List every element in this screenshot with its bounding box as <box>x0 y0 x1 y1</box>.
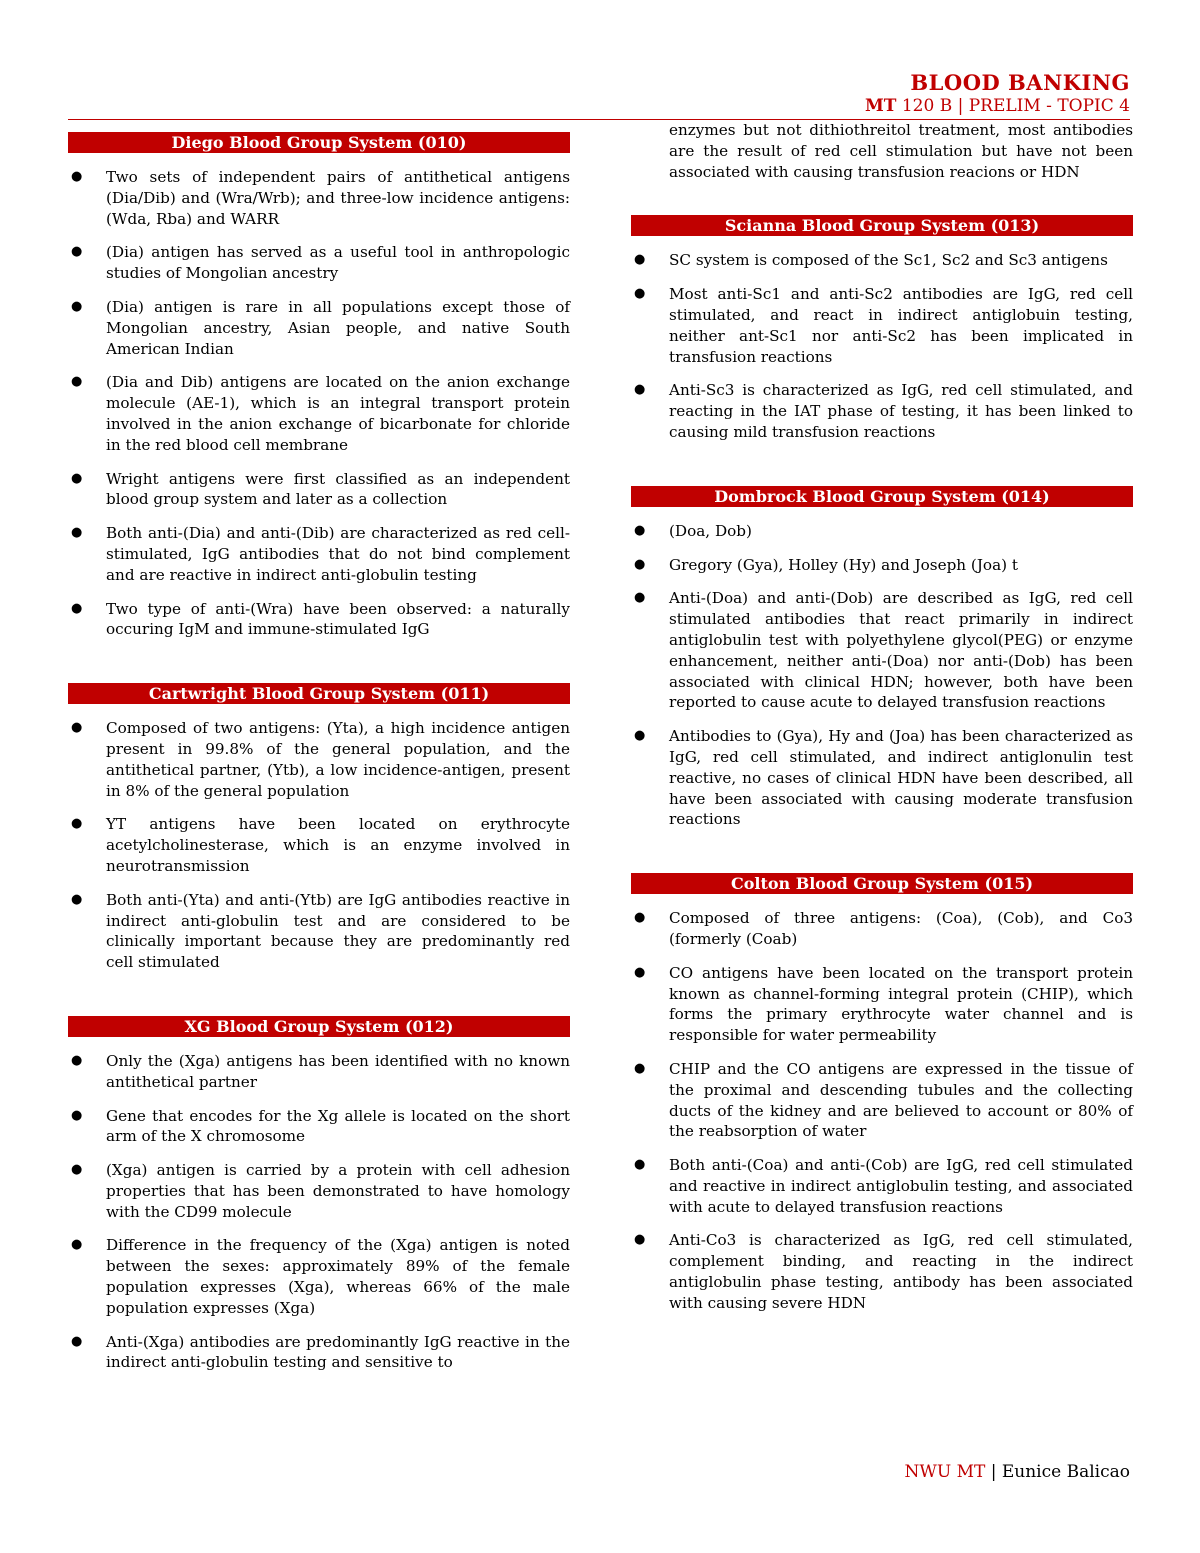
bullet-icon: ● <box>71 1052 83 1068</box>
list-item <box>631 250 1133 271</box>
list-item <box>631 588 1133 713</box>
list-item <box>68 1235 570 1318</box>
bullet-icon: ● <box>634 910 646 926</box>
bullet-icon: ● <box>71 891 83 907</box>
list-item <box>68 523 570 585</box>
page-footer <box>905 1462 1131 1482</box>
list-item-text: Anti-Co3 is characterized as IgG, red cell stimulated, complement binding, and reacting in the indirect antiglobulin phase testing, antibody has been associated with causing severe HDN <box>669 1231 1133 1312</box>
bullet-icon: ● <box>634 252 646 268</box>
list-item-text: Both anti-(Coa) and anti-(Cob) are IgG, red cell stimulated and reactive in indirect antiglobulin testing, and associated with acute to delayed transfusion reactions <box>669 1156 1133 1216</box>
section-title: XG Blood Group System (012) <box>68 1016 570 1037</box>
list-item-text: CO antigens have been located on the transport protein known as channel-forming integral protein (CHIP), which forms the primary erythrocyte water channel and is responsible for water permeability <box>669 963 1133 1045</box>
list-item-text: Composed of three antigens: (Coa), (Cob), and Co3 (formerly (Coab) <box>669 909 1133 948</box>
bullet-icon: ● <box>71 1107 83 1123</box>
list-item-text: (Xga) antigen is carried by a protein with cell adhesion properties that has been demonstrated to have homology with the CD99 molecule <box>106 1161 570 1221</box>
list-item-text: Two type of anti-(Wra) have been observed: a naturally occuring IgM and immune-stimulated IgG <box>106 599 570 639</box>
list-item-text: SC system is composed of the Sc1, Sc2 and Sc3 antigens <box>669 251 1108 270</box>
list-item-text: Only the (Xga) antigens has been identified with no known antithetical partner <box>106 1051 570 1091</box>
left-column <box>68 132 570 1373</box>
list-item <box>68 718 570 801</box>
list-item <box>68 890 570 973</box>
section-scianna <box>631 215 1133 442</box>
list-item-text: Gene that encodes for the Xg allele is located on the short arm of the X chromosome <box>106 1106 570 1146</box>
list-item <box>631 1155 1133 1217</box>
list-item <box>631 555 1133 576</box>
list-item-text: (Doa, Dob) <box>669 521 752 540</box>
bullet-icon: ● <box>634 728 646 744</box>
footer-author: Eunice Balicao <box>1001 1462 1130 1482</box>
section-title: Scianna Blood Group System (013) <box>631 215 1133 236</box>
footer-separator: | <box>985 1462 1002 1482</box>
bullet-icon: ● <box>634 590 646 606</box>
list-item <box>68 1160 570 1222</box>
bullet-icon: ● <box>71 720 83 736</box>
footer-school: NWU MT <box>904 1462 986 1482</box>
section-dombrock <box>631 486 1133 830</box>
list-item-text: (Dia) antigen has served as a useful tool in anthropologic studies of Mongolian ancestry <box>106 243 570 283</box>
bullet-icon: ● <box>71 374 83 390</box>
bullet-icon: ● <box>71 600 83 616</box>
list-item <box>68 814 570 876</box>
list-item <box>68 1106 570 1148</box>
list-item-text: Both anti-(Dia) and anti-(Dib) are characterized as red cell-stimulated, IgG antibodies that do not bind complement and are reactive in indirect anti-globulin testing <box>106 524 570 584</box>
bullet-icon: ● <box>634 1232 646 1248</box>
list-item <box>68 599 570 641</box>
bullet-icon: ● <box>71 298 83 314</box>
bullet-icon: ● <box>71 470 83 486</box>
list-item <box>68 297 570 359</box>
section-title: Cartwright Blood Group System (011) <box>68 683 570 704</box>
document-subtitle <box>865 96 1130 116</box>
list-item-text: Anti-(Xga) antibodies are predominantly IgG reactive in the indirect anti-globulin testing and sensitive to <box>106 1332 570 1372</box>
list-item <box>68 1332 570 1374</box>
list-item-text: YT antigens have been located on erythrocyte acetylcholinesterase, which is an enzyme involved in neurotransmission <box>106 815 570 875</box>
list-item <box>68 167 570 229</box>
list-item-text: (Dia and Dib) antigens are located on the anion exchange molecule (AE-1), which is an integral transport protein involved in the anion exchange of bicarbonate for chloride in the red blood cell membrane <box>106 373 570 454</box>
list-item <box>68 1051 570 1093</box>
bullet-icon: ● <box>634 1157 646 1173</box>
list-item-text: Most anti-Sc1 and anti-Sc2 antibodies are IgG, red cell stimulated, and react in indirect antiglobuin testing, neither ant-Sc1 nor anti-Sc2 has been implicated in transfusion reactions <box>669 285 1133 366</box>
section-cartwright <box>68 683 570 973</box>
bullet-icon: ● <box>71 816 83 832</box>
list-item-text: Both anti-(Yta) and anti-(Ytb) are IgG antibodies reactive in indirect anti-globulin test and are considered to be clinically important because they are predominantly red cell stimulated <box>106 890 570 972</box>
list-item <box>631 521 1133 542</box>
bullet-list <box>68 1051 570 1373</box>
course-topic: 120 B | PRELIM - TOPIC 4 <box>896 96 1130 116</box>
bullet-icon: ● <box>71 1162 83 1178</box>
list-item-text: Anti-(Doa) and anti-(Dob) are described as IgG, red cell stimulated antibodies that react primarily in indirect antiglobulin test with polyethylene glycol(PEG) or enzyme enhancement, neither anti-(Doa) nor anti-(Dob) has been associated with clinical HDN; however, both have been reported to cause acute to delayed transfusion reactions <box>669 589 1133 712</box>
bullet-list <box>631 250 1133 442</box>
list-item <box>631 963 1133 1046</box>
list-item-text: Two sets of independent pairs of antithetical antigens (Dia/Dib) and (Wra/Wrb); and three-low incidence antigens: (Wda, Rba) and WARR <box>106 168 570 228</box>
bullet-icon: ● <box>71 169 83 184</box>
list-item-text: Gregory (Gya), Holley (Hy) and Joseph (Joa) t <box>669 555 1018 574</box>
list-item <box>631 1059 1133 1142</box>
bullet-icon: ● <box>71 1237 83 1253</box>
bullet-icon: ● <box>634 286 646 302</box>
right-column <box>631 120 1133 1314</box>
section-title: Colton Blood Group System (015) <box>631 873 1133 894</box>
list-item <box>631 284 1133 367</box>
list-item <box>631 1230 1133 1313</box>
list-item-text: Anti-Sc3 is characterized as IgG, red cell stimulated, and reacting in the IAT phase of testing, it has been linked to causing mild transfusion reactions <box>669 381 1133 441</box>
list-item-text: Difference in the frequency of the (Xga) antigen is noted between the sexes: approximately 89% of the female population expresses (Xga), whereas 66% of the male population expresses (Xga) <box>106 1236 570 1317</box>
bullet-icon: ● <box>71 1333 83 1349</box>
bullet-icon: ● <box>71 525 83 541</box>
section-xg <box>68 1016 570 1373</box>
section-diego <box>68 132 570 640</box>
bullet-icon: ● <box>634 556 646 572</box>
bullet-list <box>631 521 1133 830</box>
course-code: MT <box>864 96 897 116</box>
bullet-icon: ● <box>634 522 646 538</box>
bullet-icon: ● <box>634 964 646 980</box>
bullet-list <box>68 167 570 640</box>
list-item <box>68 242 570 284</box>
list-item <box>68 469 570 511</box>
section-title: Diego Blood Group System (010) <box>68 132 570 153</box>
bullet-icon: ● <box>634 1060 646 1076</box>
bullet-list <box>68 718 570 973</box>
list-item-text: (Dia) antigen is rare in all populations except those of Mongolian ancestry, Asian people, and native South American Indian <box>106 297 570 358</box>
bullet-list <box>631 908 1133 1314</box>
list-item-text: Composed of two antigens: (Yta), a high incidence antigen present in 99.8% of the general population, and the antithetical partner, (Ytb), a low incidence-antigen, present in 8% of the general population <box>106 719 570 800</box>
list-item-text: CHIP and the CO antigens are expressed in the tissue of the proximal and descending tubules and the collecting ducts of the kidney and are believed to account or 80% of the reabsorption of water <box>669 1059 1133 1141</box>
section-title: Dombrock Blood Group System (014) <box>631 486 1133 507</box>
list-item <box>631 908 1133 950</box>
document-title: BLOOD BANKING <box>910 70 1130 95</box>
list-item-text: Wright antigens were first classified as an independent blood group system and later as a collection <box>106 469 570 509</box>
continued-text: enzymes but not dithiothreitol treatment, most antibodies are the result of red cell stimulation but have not been associated with causing transfusion reacions or HDN <box>669 121 1133 181</box>
list-item <box>68 372 570 455</box>
bullet-icon: ● <box>71 244 83 260</box>
list-item <box>631 726 1133 830</box>
section-colton <box>631 873 1133 1314</box>
list-item-text: Antibodies to (Gya), Hy and (Joa) has been characterized as IgG, red cell stimulated, and indirect antiglonulin test reactive, no cases of clinical HDN have been described, all have been associated with causing moderate transfusion reactions <box>669 727 1133 829</box>
list-item <box>631 380 1133 442</box>
bullet-icon: ● <box>634 382 646 398</box>
